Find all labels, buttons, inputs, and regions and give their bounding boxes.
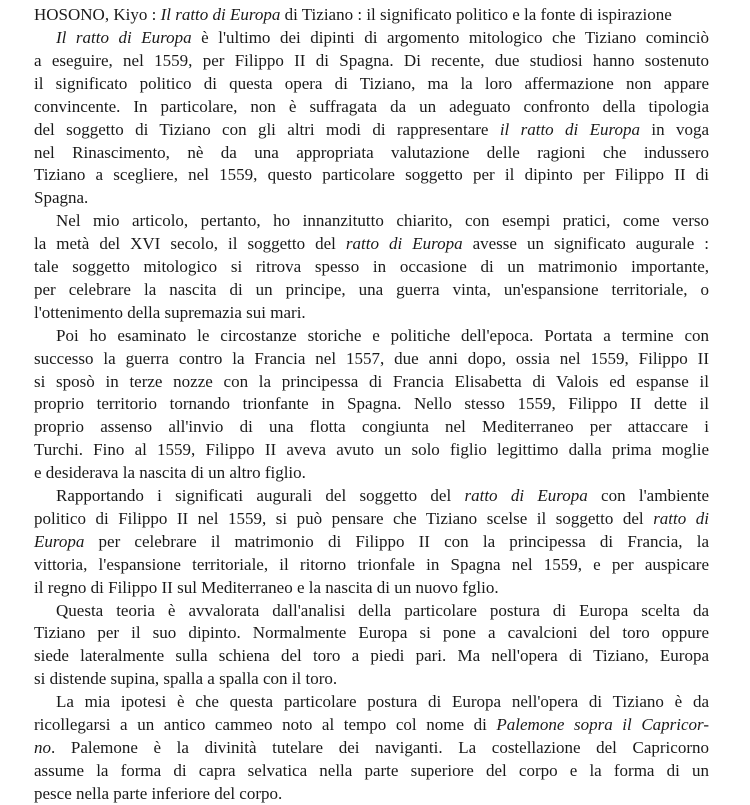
text-segment: in voga — [640, 119, 709, 139]
italic-text: ratto di Europa — [464, 486, 588, 505]
text-line — [34, 142, 709, 164]
text-segment: pesce nella parte inferiore del corpo. — [34, 783, 283, 803]
text-line — [34, 256, 709, 278]
text-segment: Questa teoria è avvalorata dall'analisi della particolare postura di Europa scelta da — [56, 600, 709, 620]
text-line — [34, 645, 709, 667]
text-line — [34, 416, 709, 438]
text-segment: proprio territorio tornando trionfante in Spagna. Nello stesso 1559, Filippo II dette il — [34, 394, 709, 414]
text-segment: Nel mio articolo, pertanto, ho innanzitutto chiarito, con esempi pratici, come verso — [56, 211, 709, 231]
italic-text: Palemone sopra il Capricor- — [496, 715, 709, 734]
text-line — [34, 760, 709, 782]
text-line — [34, 50, 709, 72]
text-segment: Poi ho esaminato le circostanze storiche e politiche dell'epoca. Portata a termine con — [56, 325, 709, 345]
text-segment: e desiderava la nascita di un altro figlio. — [34, 463, 306, 483]
text-line — [34, 714, 709, 736]
author-name: HOSONO, Kiyo : — [34, 5, 157, 24]
text-segment: vittoria, l'espansione territoriale, il ritorno trionfale in Spagna nel 1559, e per auspicare — [34, 554, 709, 574]
text-segment: La mia ipotesi è che questa particolare postura di Europa nell'opera di Tiziano è da — [56, 692, 709, 712]
text-line — [56, 210, 709, 232]
text-segment: del soggetto di Tiziano con gli altri modi di rappresentare — [34, 119, 500, 139]
text-segment: con l'ambiente — [587, 486, 709, 505]
text-segment: proprio assenso all'invio di una flotta congiunta nel Mediterraneo per attaccare i — [34, 417, 709, 437]
text-segment: si distende supina, spalla a spalla con il toro. — [34, 669, 338, 689]
text-line — [34, 119, 709, 141]
text-segment: la metà del XVI secolo, il soggetto del — [34, 234, 346, 254]
text-segment: politico di Filippo II nel 1559, si può pensare che Tiziano scelse il soggetto del — [34, 508, 654, 528]
text-line — [34, 622, 709, 644]
text-line — [34, 783, 709, 805]
text-line — [34, 531, 709, 553]
text-segment: si sposò in terze nozze con la principessa di Francia Elisabetta di Valois ed espanse il — [34, 371, 709, 391]
text-segment: Turchi. Fino al 1559, Filippo II aveva avuto un solo figlio legittimo dalla prima moglie — [34, 440, 709, 460]
text-segment: Tiziano a scegliere, nel 1559, questo particolare soggetto per il dipinto per Filippo II di — [34, 165, 709, 185]
text-segment: assume la forma di capra selvatica nella parte superiore del corpo e la forma di un — [34, 760, 709, 780]
text-line — [34, 737, 709, 759]
text-segment: il significato politico di questa opera di Tiziano, ma la loro affermazione non appare — [34, 73, 709, 93]
text-line — [34, 393, 709, 415]
text-line — [34, 668, 709, 690]
text-line — [34, 577, 709, 599]
text-segment: per celebrare la nascita di un principe, una guerra vinta, un'espansione territoriale, o — [34, 279, 709, 299]
text-segment: convincente. In particolare, non è suffragata da un adeguato confronto della tipologia — [34, 96, 709, 116]
text-line — [56, 325, 709, 347]
text-segment: Spagna. — [34, 188, 89, 208]
italic-text: ratto di — [653, 508, 709, 528]
text-segment: Rapportando i significati augurali del soggetto del — [56, 486, 465, 505]
text-segment: . Palemone è la divinità tutelare dei naviganti. La costellazione del Capricorno — [51, 737, 709, 757]
text-segment: a eseguire, nel 1559, per Filippo II di Spagna. Di recente, due studiosi hanno sostenuto — [34, 50, 709, 70]
italic-text: il ratto di Europa — [499, 119, 640, 139]
italic-text: Il ratto di Europa — [56, 28, 192, 47]
text-segment: il regno di Filippo II sul Mediterraneo e la nascita di un nuovo fglio. — [34, 577, 499, 597]
text-segment: è l'ultimo dei dipinti di argomento mitologico che Tiziano cominciò — [191, 28, 709, 47]
italic-text: Europa — [34, 531, 85, 551]
text-line — [56, 485, 709, 507]
text-segment: nel Rinascimento, nè da una appropriata valutazione delle ragioni che indussero — [34, 142, 709, 162]
text-line — [34, 462, 709, 484]
text-line — [34, 233, 709, 255]
text-line — [56, 691, 709, 713]
text-line — [34, 164, 709, 186]
text-line — [34, 439, 709, 461]
text-segment: successo la guerra contro la Francia nel 1557, due anni dopo, ossia nel 1559, Filippo II — [34, 348, 709, 368]
document-title-line — [34, 4, 672, 26]
text-line — [34, 73, 709, 95]
text-line — [34, 371, 709, 393]
text-line — [34, 554, 709, 576]
text-segment: siede lateralmente sulla schiena del toro a piedi pari. Ma nell'opera di Tiziano, Europa — [34, 646, 709, 666]
text-line — [34, 508, 709, 530]
text-segment: per celebrare il matrimonio di Filippo II con la principessa di Francia, la — [84, 531, 709, 551]
text-line — [34, 279, 709, 301]
text-line — [56, 600, 709, 622]
text-line — [56, 27, 709, 49]
text-line — [34, 187, 709, 209]
text-segment: l'ottenimento della supremazia sui mari. — [34, 302, 306, 322]
text-line — [34, 96, 709, 118]
italic-text: ratto di Europa — [345, 234, 463, 254]
italic-text: no — [34, 737, 51, 757]
title-italic: Il ratto di Europa — [160, 5, 281, 24]
text-line — [34, 302, 709, 324]
text-segment: ricollegarsi a un antico cammeo noto al tempo col nome di — [34, 715, 497, 734]
text-segment: tale soggetto mitologico si ritrova spesso in occasione di un matrimonio importante, — [34, 257, 709, 276]
text-line — [34, 348, 709, 370]
text-segment: avesse un significato augurale : — [462, 234, 710, 254]
text-segment: Tiziano per il suo dipinto. Normalmente Europa si pone a cavalcioni del toro oppure — [34, 623, 709, 643]
title-rest: di Tiziano : il significato politico e la fonte di ispirazione — [284, 5, 672, 24]
